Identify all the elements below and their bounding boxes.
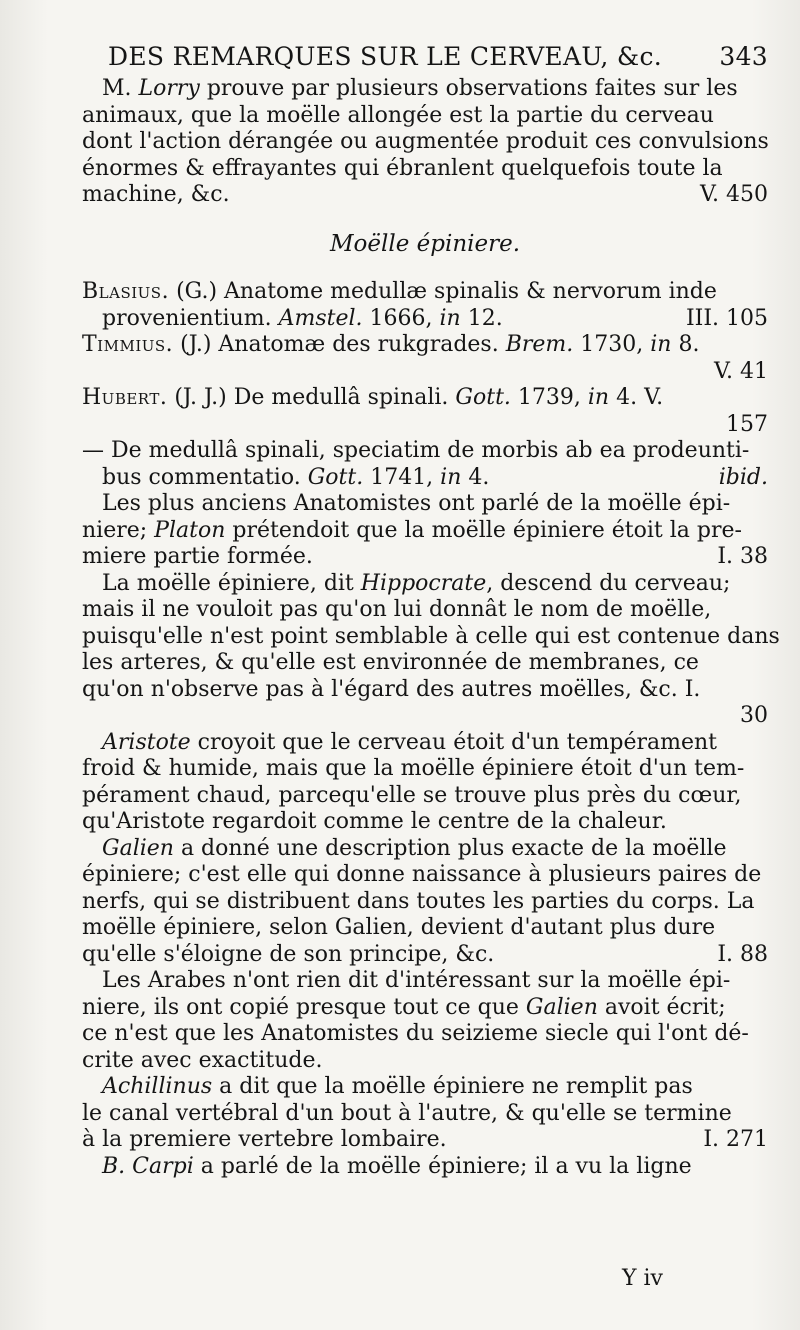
text-line: niere; Platon prétendoit que la moëlle épiniere étoit la pre- [82, 517, 742, 543]
text-line: qu'elle s'éloigne de son principe, &c. I. 88 [82, 941, 768, 967]
bibliography-entry: — De medullâ spinali, speciatim de morbis ab ea prodeunti- [82, 438, 750, 463]
text-line: Galien a donné une description plus exacte de la moëlle [102, 835, 727, 861]
bibliography-entry: Hubert. (J. J.) De medullâ spinali. Gott. 1739, in 4. V. [82, 385, 664, 410]
text-line: puisqu'elle n'est point semblable à celle qui est contenue dans [82, 623, 780, 649]
running-head [108, 42, 768, 71]
volume-ref: ibid. [718, 464, 768, 490]
text-line: mais il ne vouloit pas qu'on lui donnât le nom de moëlle, [82, 597, 712, 622]
text-line: Les Arabes n'ont rien dit d'intéressant sur la moëlle épi- [102, 968, 731, 993]
text-line: nerfs, qui se distribuent dans toutes les parties du corps. La [82, 888, 755, 914]
running-title: DES REMARQUES SUR LE CERVEAU, &c. [108, 42, 663, 71]
volume-ref: 157 [726, 411, 768, 437]
text-line: Aristote croyoit que le cerveau étoit d'un tempérament [102, 729, 717, 755]
signature-mark: Y iv [622, 1266, 663, 1291]
author-name: Timmius. [82, 332, 174, 357]
text-line: froid & humide, mais que la moëlle épiniere étoit d'un tem- [82, 756, 745, 781]
text-line: qu'Aristote regardoit comme le centre de la chaleur. [82, 809, 667, 834]
bibliography-entry-cont [82, 412, 768, 439]
text-line: dont l'action dérangée ou augmentée produit ces convulsions [82, 129, 769, 154]
text-line: miere partie formée. I. 38 [82, 544, 768, 569]
text-line: qu'on n'observe pas à l'égard des autres moëlles, &c. I. [82, 676, 701, 702]
text-line: niere, ils ont copié presque tout ce que Galien avoit écrit; [82, 994, 726, 1020]
volume-ref: I. 88 [717, 941, 768, 967]
page-number: 343 [719, 42, 768, 71]
text-line: crite avec exactitude. [82, 1047, 323, 1073]
text-line: le canal vertébral d'un bout à l'autre, & qu'elle se termine [82, 1100, 732, 1126]
text-line: M. Lorry prouve par plusieurs observations faites sur les [102, 76, 738, 101]
author-name: Hubert. [82, 385, 168, 410]
volume-ref: III. 105 [685, 305, 768, 331]
volume-ref: 30 [740, 703, 768, 728]
bibliography-entry: Blasius. (G.) Anatome medullæ spinalis & nervorum inde [82, 279, 717, 304]
bibliography-entry-cont: provenientium. Amstel. 1666, in 12. III. 105 [102, 305, 768, 331]
text-line: moëlle épiniere, selon Galien, devient d'autant plus dure [82, 915, 716, 940]
page-text [82, 76, 780, 1180]
volume-ref: V. 41 [713, 358, 768, 384]
bibliography-entry-cont: bus commentatio. Gott. 1741, in 4. ibid. [102, 464, 768, 490]
text-line: La moëlle épiniere, dit Hippocrate, descend du cerveau; [102, 570, 731, 596]
bibliography-entry: Timmius. (J.) Anatomæ des rukgrades. Brem. 1730, in 8. [82, 332, 700, 357]
text-line: animaux, que la moëlle allongée est la partie du cerveau [82, 102, 714, 128]
author-name: Blasius. [82, 279, 170, 304]
text-line: les arteres, & qu'elle est environnée de membranes, ce [82, 650, 699, 675]
volume-ref: I. 38 [717, 544, 768, 569]
text-line: Les plus anciens Anatomistes ont parlé de la moëlle épi- [102, 491, 731, 516]
text-line [82, 703, 768, 730]
text-line: pérament chaud, parcequ'elle se trouve plus près du cœur, [82, 782, 742, 808]
text-line: ce n'est que les Anatomistes du seizieme siecle qui l'ont dé- [82, 1021, 749, 1046]
text-line: Achillinus a dit que la moëlle épiniere ne remplit pas [102, 1074, 693, 1099]
text-line: à la premiere vertebre lombaire. I. 271 [82, 1127, 768, 1152]
text-line: énormes & effrayantes qui ébranlent quelquefois toute la [82, 155, 723, 181]
text-line: épiniere; c'est elle qui donne naissance à plusieurs paires de [82, 862, 762, 887]
volume-ref: I. 271 [703, 1127, 768, 1152]
bibliography-entry-cont [82, 359, 768, 386]
section-title: Moëlle épiniere. [329, 230, 521, 257]
text-line: B. Carpi a parlé de la moëlle épiniere; il a vu la ligne [102, 1153, 692, 1179]
volume-ref: V. 450 [699, 182, 768, 207]
text-line: machine, &c. V. 450 [82, 182, 768, 207]
